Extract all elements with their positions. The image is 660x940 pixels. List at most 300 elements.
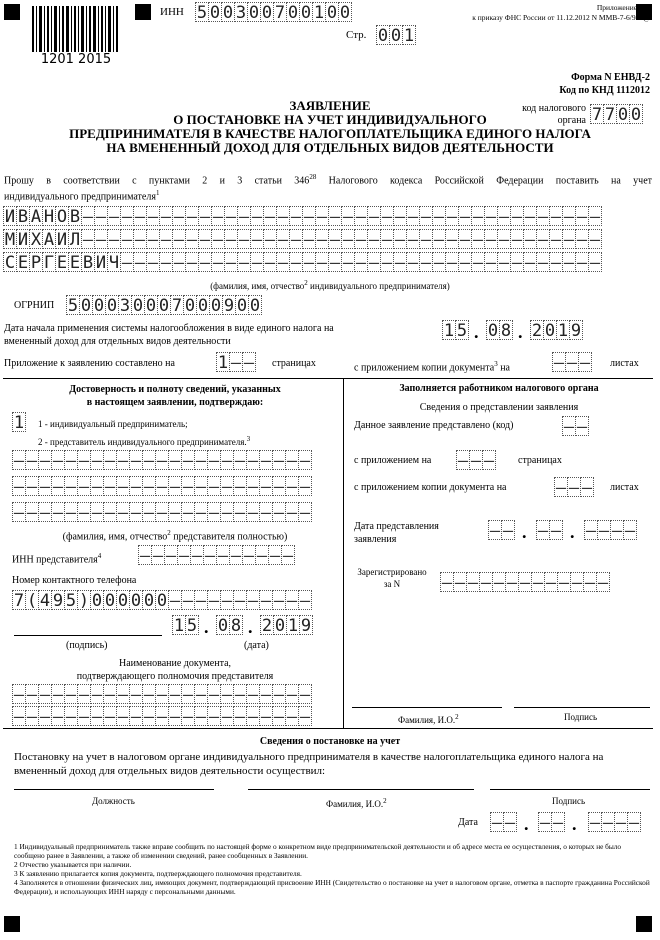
input-cell[interactable]: – — [221, 591, 233, 610]
input-cell[interactable]: – — [230, 546, 242, 565]
phone-cells[interactable] — [12, 590, 311, 610]
input-cell[interactable]: 0 — [210, 296, 222, 315]
input-cell[interactable]: – — [303, 253, 315, 272]
input-cell[interactable]: – — [195, 591, 207, 610]
input-cell[interactable]: – — [446, 207, 458, 226]
page-cells[interactable] — [376, 25, 415, 45]
input-cell[interactable]: 0 — [209, 3, 221, 22]
input-cell[interactable]: – — [394, 230, 406, 249]
input-cell[interactable]: – — [502, 521, 514, 540]
input-cell[interactable]: – — [611, 521, 623, 540]
input-cell[interactable]: – — [303, 207, 315, 226]
input-cell[interactable]: – — [552, 813, 564, 832]
input-cell[interactable]: – — [39, 503, 51, 522]
sign-date-month[interactable] — [216, 615, 242, 635]
input-cell[interactable]: – — [264, 230, 276, 249]
input-cell[interactable]: – — [553, 353, 565, 372]
input-cell[interactable]: – — [624, 521, 636, 540]
ogrnip-cells[interactable] — [66, 295, 261, 315]
input-cell[interactable]: – — [182, 591, 194, 610]
input-cell[interactable]: – — [485, 207, 497, 226]
input-cell[interactable]: Е — [17, 253, 29, 272]
input-cell[interactable]: 9 — [570, 321, 582, 340]
input-cell[interactable]: – — [247, 477, 259, 496]
input-cell[interactable]: – — [143, 451, 155, 470]
input-cell[interactable]: – — [260, 503, 272, 522]
input-cell[interactable]: – — [273, 451, 285, 470]
input-cell[interactable]: 0 — [287, 3, 299, 22]
input-cell[interactable]: В — [17, 207, 29, 226]
input-cell[interactable]: – — [221, 451, 233, 470]
input-cell[interactable]: – — [121, 207, 133, 226]
input-cell[interactable]: – — [260, 685, 272, 704]
input-cell[interactable]: – — [537, 230, 549, 249]
input-cell[interactable]: 0 — [339, 3, 351, 22]
input-cell[interactable]: – — [121, 253, 133, 272]
input-cell[interactable]: – — [78, 685, 90, 704]
input-cell[interactable]: – — [483, 451, 495, 470]
input-cell[interactable]: Г — [43, 253, 55, 272]
input-cell[interactable]: – — [576, 417, 588, 436]
input-cell[interactable]: – — [299, 685, 311, 704]
input-cell[interactable]: – — [165, 546, 177, 565]
input-cell[interactable]: – — [82, 207, 94, 226]
input-cell[interactable]: – — [156, 451, 168, 470]
input-cell[interactable]: – — [212, 230, 224, 249]
input-cell[interactable]: – — [143, 685, 155, 704]
input-cell[interactable]: – — [91, 477, 103, 496]
registration-number-cells[interactable] — [440, 572, 609, 592]
input-cell[interactable]: – — [26, 477, 38, 496]
input-cell[interactable]: – — [511, 207, 523, 226]
input-cell[interactable]: – — [260, 451, 272, 470]
input-cell[interactable]: – — [532, 573, 544, 592]
input-cell[interactable]: 2 — [531, 321, 543, 340]
input-cell[interactable]: – — [208, 685, 220, 704]
input-cell[interactable]: 0 — [326, 3, 338, 22]
input-cell[interactable]: – — [208, 451, 220, 470]
input-cell[interactable]: – — [95, 207, 107, 226]
input-cell[interactable]: – — [511, 253, 523, 272]
input-cell[interactable]: – — [273, 707, 285, 726]
input-cell[interactable]: – — [299, 707, 311, 726]
input-cell[interactable]: – — [472, 253, 484, 272]
input-cell[interactable]: – — [563, 253, 575, 272]
input-cell[interactable]: – — [78, 707, 90, 726]
input-cell[interactable]: – — [299, 451, 311, 470]
input-cell[interactable]: – — [394, 207, 406, 226]
input-cell[interactable]: – — [247, 591, 259, 610]
input-cell[interactable]: 1 — [13, 413, 25, 432]
input-cell[interactable]: – — [134, 207, 146, 226]
input-cell[interactable]: – — [156, 685, 168, 704]
input-cell[interactable]: 7 — [591, 105, 603, 124]
rep-inn-cells[interactable] — [138, 545, 294, 565]
input-cell[interactable]: – — [212, 253, 224, 272]
input-cell[interactable]: – — [264, 253, 276, 272]
input-cell[interactable]: – — [26, 503, 38, 522]
input-cell[interactable]: 5 — [186, 616, 198, 635]
input-cell[interactable]: – — [615, 813, 627, 832]
input-cell[interactable]: – — [117, 477, 129, 496]
input-cell[interactable]: – — [52, 451, 64, 470]
input-cell[interactable]: – — [545, 573, 557, 592]
input-cell[interactable]: – — [407, 230, 419, 249]
input-cell[interactable]: – — [316, 230, 328, 249]
input-cell[interactable]: 7 — [274, 3, 286, 22]
input-cell[interactable]: – — [368, 253, 380, 272]
right-pages-cells[interactable] — [456, 450, 495, 470]
input-cell[interactable]: – — [160, 207, 172, 226]
input-cell[interactable]: – — [420, 207, 432, 226]
input-cell[interactable]: – — [13, 503, 25, 522]
input-cell[interactable]: – — [243, 546, 255, 565]
input-cell[interactable]: – — [117, 451, 129, 470]
input-cell[interactable]: – — [13, 685, 25, 704]
input-cell[interactable]: – — [584, 573, 596, 592]
input-cell[interactable]: – — [65, 707, 77, 726]
input-cell[interactable]: – — [195, 707, 207, 726]
input-cell[interactable]: – — [589, 813, 601, 832]
rep-name-cells[interactable] — [12, 476, 311, 496]
start-date-month[interactable] — [486, 320, 512, 340]
input-cell[interactable]: – — [264, 207, 276, 226]
input-cell[interactable]: 0 — [248, 3, 260, 22]
input-cell[interactable]: – — [247, 503, 259, 522]
input-cell[interactable]: Ч — [108, 253, 120, 272]
input-cell[interactable]: С — [4, 253, 16, 272]
input-cell[interactable]: – — [39, 685, 51, 704]
input-cell[interactable]: – — [433, 253, 445, 272]
input-cell[interactable]: – — [65, 477, 77, 496]
input-cell[interactable]: – — [169, 707, 181, 726]
input-cell[interactable]: – — [221, 707, 233, 726]
input-cell[interactable]: – — [576, 207, 588, 226]
input-cell[interactable]: 0 — [158, 296, 170, 315]
input-cell[interactable]: 3 — [119, 296, 131, 315]
input-cell[interactable]: – — [26, 685, 38, 704]
input-cell[interactable]: – — [290, 207, 302, 226]
input-cell[interactable]: – — [407, 253, 419, 272]
input-cell[interactable]: – — [602, 813, 614, 832]
surname-cells[interactable] — [3, 206, 601, 226]
input-cell[interactable]: – — [156, 707, 168, 726]
input-cell[interactable]: – — [130, 685, 142, 704]
input-cell[interactable]: – — [160, 230, 172, 249]
input-cell[interactable]: – — [169, 503, 181, 522]
input-cell[interactable]: 1 — [313, 3, 325, 22]
input-cell[interactable]: 0 — [487, 321, 499, 340]
input-cell[interactable]: – — [234, 451, 246, 470]
input-cell[interactable]: – — [597, 573, 609, 592]
right-copies-cells[interactable] — [554, 477, 593, 497]
submission-date-month[interactable] — [536, 520, 562, 540]
input-cell[interactable]: 0 — [117, 591, 129, 610]
input-cell[interactable]: – — [117, 685, 129, 704]
input-cell[interactable]: Х — [30, 230, 42, 249]
rep-surname-cells[interactable] — [12, 450, 311, 470]
input-cell[interactable]: 0 — [80, 296, 92, 315]
input-cell[interactable]: – — [506, 573, 518, 592]
input-cell[interactable]: – — [511, 230, 523, 249]
input-cell[interactable]: – — [234, 591, 246, 610]
input-cell[interactable]: – — [247, 451, 259, 470]
input-cell[interactable]: – — [576, 253, 588, 272]
input-cell[interactable]: – — [286, 451, 298, 470]
input-cell[interactable]: – — [186, 207, 198, 226]
input-cell[interactable]: – — [143, 503, 155, 522]
input-cell[interactable]: – — [208, 707, 220, 726]
input-cell[interactable]: – — [221, 685, 233, 704]
input-cell[interactable]: – — [65, 685, 77, 704]
input-cell[interactable]: – — [204, 546, 216, 565]
input-cell[interactable]: 0 — [145, 296, 157, 315]
input-cell[interactable]: – — [26, 451, 38, 470]
input-cell[interactable]: – — [470, 451, 482, 470]
input-cell[interactable]: – — [238, 207, 250, 226]
input-cell[interactable]: – — [199, 207, 211, 226]
input-cell[interactable]: – — [303, 230, 315, 249]
input-cell[interactable]: – — [169, 451, 181, 470]
input-cell[interactable]: – — [65, 503, 77, 522]
input-cell[interactable]: – — [589, 230, 601, 249]
input-cell[interactable]: – — [329, 230, 341, 249]
input-cell[interactable]: 9 — [300, 616, 312, 635]
input-cell[interactable]: – — [78, 503, 90, 522]
input-cell[interactable]: – — [39, 707, 51, 726]
input-cell[interactable]: – — [286, 503, 298, 522]
input-cell[interactable]: – — [277, 230, 289, 249]
input-cell[interactable]: – — [104, 477, 116, 496]
input-cell[interactable]: – — [130, 451, 142, 470]
input-cell[interactable]: – — [342, 230, 354, 249]
input-cell[interactable]: 0 — [274, 616, 286, 635]
input-cell[interactable]: – — [568, 478, 580, 497]
input-cell[interactable]: – — [446, 230, 458, 249]
input-cell[interactable]: – — [550, 521, 562, 540]
input-cell[interactable]: Е — [69, 253, 81, 272]
input-cell[interactable]: – — [247, 685, 259, 704]
input-cell[interactable]: – — [290, 230, 302, 249]
input-cell[interactable]: 0 — [130, 591, 142, 610]
input-cell[interactable]: – — [489, 521, 501, 540]
input-cell[interactable]: – — [186, 253, 198, 272]
input-cell[interactable]: – — [433, 230, 445, 249]
input-cell[interactable]: – — [234, 477, 246, 496]
input-cell[interactable]: 5 — [67, 296, 79, 315]
input-cell[interactable]: – — [277, 207, 289, 226]
input-cell[interactable]: – — [182, 477, 194, 496]
input-cell[interactable]: 4 — [39, 591, 51, 610]
reg-date-month[interactable] — [538, 812, 564, 832]
input-cell[interactable]: – — [26, 707, 38, 726]
input-cell[interactable]: Н — [43, 207, 55, 226]
input-cell[interactable]: – — [558, 573, 570, 592]
reg-date-year[interactable] — [588, 812, 640, 832]
input-cell[interactable]: – — [52, 477, 64, 496]
input-cell[interactable]: – — [195, 503, 207, 522]
sign-date-year[interactable] — [260, 615, 312, 635]
input-cell[interactable]: – — [169, 591, 181, 610]
input-cell[interactable]: – — [342, 253, 354, 272]
input-cell[interactable]: – — [104, 707, 116, 726]
input-cell[interactable]: – — [491, 813, 503, 832]
input-cell[interactable]: – — [260, 477, 272, 496]
name-cells[interactable] — [3, 229, 601, 249]
input-cell[interactable]: 1 — [287, 616, 299, 635]
input-cell[interactable]: – — [247, 707, 259, 726]
input-cell[interactable]: – — [381, 230, 393, 249]
input-cell[interactable]: О — [56, 207, 68, 226]
input-cell[interactable]: – — [251, 253, 263, 272]
input-cell[interactable]: 9 — [52, 591, 64, 610]
input-cell[interactable]: 1 — [403, 26, 415, 45]
input-cell[interactable]: – — [329, 253, 341, 272]
start-date-day[interactable] — [442, 320, 468, 340]
input-cell[interactable]: 1 — [557, 321, 569, 340]
input-cell[interactable]: – — [286, 685, 298, 704]
input-cell[interactable]: – — [433, 207, 445, 226]
input-cell[interactable]: – — [269, 546, 281, 565]
input-cell[interactable]: И — [56, 230, 68, 249]
input-cell[interactable]: – — [147, 230, 159, 249]
input-cell[interactable]: 0 — [104, 591, 116, 610]
input-cell[interactable]: – — [480, 573, 492, 592]
input-cell[interactable]: – — [598, 521, 610, 540]
input-cell[interactable]: – — [628, 813, 640, 832]
input-cell[interactable]: – — [381, 253, 393, 272]
input-cell[interactable]: 0 — [544, 321, 556, 340]
input-cell[interactable]: – — [550, 253, 562, 272]
input-cell[interactable]: – — [143, 477, 155, 496]
input-cell[interactable]: 9 — [223, 296, 235, 315]
input-cell[interactable]: – — [134, 230, 146, 249]
reg-date-day[interactable] — [490, 812, 516, 832]
input-cell[interactable]: – — [191, 546, 203, 565]
input-cell[interactable]: – — [139, 546, 151, 565]
input-cell[interactable]: – — [208, 477, 220, 496]
input-cell[interactable]: – — [195, 685, 207, 704]
input-cell[interactable]: – — [212, 207, 224, 226]
signer-type-cell[interactable] — [12, 412, 25, 432]
input-cell[interactable]: – — [156, 477, 168, 496]
input-cell[interactable]: 0 — [390, 26, 402, 45]
input-cell[interactable]: – — [566, 353, 578, 372]
input-cell[interactable]: – — [104, 503, 116, 522]
input-cell[interactable]: 0 — [197, 296, 209, 315]
input-cell[interactable]: – — [273, 685, 285, 704]
input-cell[interactable]: – — [329, 207, 341, 226]
input-cell[interactable]: – — [173, 207, 185, 226]
input-cell[interactable]: 5 — [196, 3, 208, 22]
input-cell[interactable]: – — [221, 503, 233, 522]
input-cell[interactable]: – — [589, 253, 601, 272]
input-cell[interactable]: – — [256, 546, 268, 565]
input-cell[interactable]: 7 — [13, 591, 25, 610]
input-cell[interactable]: 1 — [217, 353, 229, 372]
input-cell[interactable]: – — [524, 253, 536, 272]
input-cell[interactable]: – — [581, 478, 593, 497]
input-cell[interactable]: 0 — [261, 3, 273, 22]
input-cell[interactable]: – — [117, 707, 129, 726]
input-cell[interactable]: Л — [69, 230, 81, 249]
input-cell[interactable]: – — [39, 477, 51, 496]
input-cell[interactable]: – — [286, 477, 298, 496]
input-cell[interactable]: – — [173, 253, 185, 272]
input-cell[interactable]: В — [69, 207, 81, 226]
input-cell[interactable]: – — [234, 685, 246, 704]
input-cell[interactable]: – — [199, 253, 211, 272]
rep-doc-cells-1[interactable] — [12, 684, 311, 704]
input-cell[interactable]: – — [407, 207, 419, 226]
input-cell[interactable]: 0 — [132, 296, 144, 315]
input-cell[interactable]: – — [550, 207, 562, 226]
input-cell[interactable]: – — [225, 230, 237, 249]
input-cell[interactable]: – — [217, 546, 229, 565]
input-cell[interactable]: 8 — [500, 321, 512, 340]
input-cell[interactable]: – — [299, 477, 311, 496]
input-cell[interactable]: – — [108, 230, 120, 249]
input-cell[interactable]: – — [316, 207, 328, 226]
input-cell[interactable]: – — [39, 451, 51, 470]
input-cell[interactable]: – — [225, 207, 237, 226]
input-cell[interactable]: – — [178, 546, 190, 565]
input-cell[interactable]: – — [282, 546, 294, 565]
input-cell[interactable]: – — [316, 253, 328, 272]
input-cell[interactable]: – — [355, 230, 367, 249]
input-cell[interactable]: 0 — [143, 591, 155, 610]
input-cell[interactable]: – — [182, 451, 194, 470]
input-cell[interactable]: – — [134, 253, 146, 272]
input-cell[interactable]: – — [519, 573, 531, 592]
input-cell[interactable]: 0 — [217, 616, 229, 635]
input-cell[interactable]: – — [95, 230, 107, 249]
input-cell[interactable]: – — [381, 207, 393, 226]
input-cell[interactable]: – — [485, 230, 497, 249]
input-cell[interactable]: – — [485, 253, 497, 272]
input-cell[interactable]: – — [208, 591, 220, 610]
input-cell[interactable]: 0 — [93, 296, 105, 315]
input-cell[interactable]: – — [182, 503, 194, 522]
input-cell[interactable]: – — [273, 503, 285, 522]
input-cell[interactable]: – — [498, 207, 510, 226]
input-cell[interactable]: – — [91, 707, 103, 726]
input-cell[interactable]: – — [186, 230, 198, 249]
input-cell[interactable]: – — [472, 207, 484, 226]
input-cell[interactable]: – — [368, 230, 380, 249]
input-cell[interactable]: 0 — [184, 296, 196, 315]
input-cell[interactable]: 5 — [65, 591, 77, 610]
input-cell[interactable]: – — [169, 685, 181, 704]
input-cell[interactable]: – — [459, 230, 471, 249]
inn-cells[interactable] — [195, 2, 351, 22]
input-cell[interactable]: – — [152, 546, 164, 565]
sign-date-day[interactable] — [172, 615, 198, 635]
submission-date-day[interactable] — [488, 520, 514, 540]
input-cell[interactable]: – — [195, 477, 207, 496]
input-cell[interactable]: – — [91, 685, 103, 704]
input-cell[interactable]: – — [286, 707, 298, 726]
input-cell[interactable]: – — [277, 253, 289, 272]
input-cell[interactable]: – — [537, 521, 549, 540]
input-cell[interactable]: – — [555, 478, 567, 497]
input-cell[interactable]: – — [234, 707, 246, 726]
input-cell[interactable]: Р — [30, 253, 42, 272]
input-cell[interactable]: – — [576, 230, 588, 249]
input-cell[interactable]: 5 — [456, 321, 468, 340]
input-cell[interactable]: 0 — [236, 296, 248, 315]
input-cell[interactable]: И — [4, 207, 16, 226]
